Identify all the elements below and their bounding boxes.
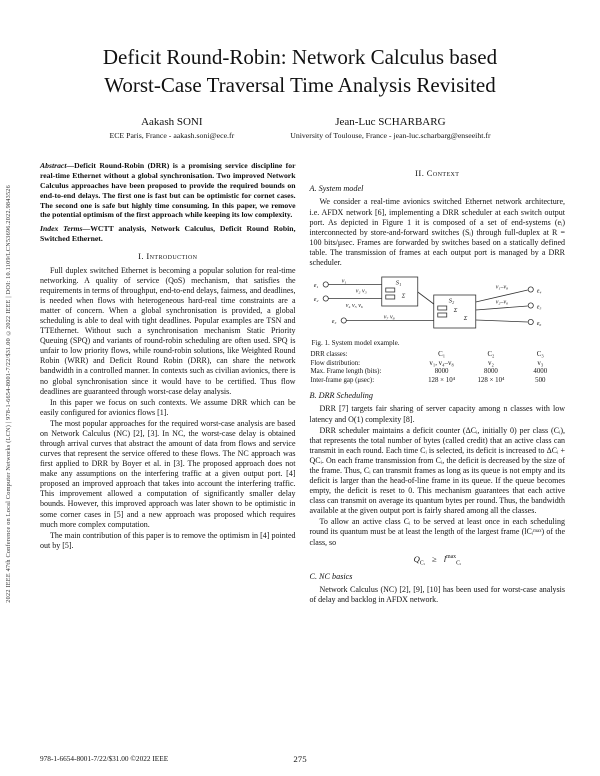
paper-title: [0, 44, 600, 99]
equation-lhs: Q: [413, 553, 420, 564]
svg-text:S₁: S₁: [395, 279, 401, 287]
table-cell: C₃: [536, 350, 544, 358]
table-row: [310, 368, 566, 377]
subsection-system-model: A. System model: [309, 184, 364, 194]
table-cell: 8000: [434, 368, 449, 376]
author-2-affiliation: University of Toulouse, France - jean-luc.scharbarg@enseeiht.fr: [290, 131, 491, 141]
intro-paragraph-2: In this paper we focus on such contexts. We assume DRR which can be easily configured for avionics flows [1].: [40, 397, 296, 417]
paper-title-line-1: Deficit Round-Robin: Network Calculus based: [102, 45, 498, 69]
sigma-icon: Σ: [463, 315, 467, 322]
ieee-sidebar-copyright: 2022 IEEE 47th Conference on Local Computer Networks (LCN) | 978-1-6654-8001-7/22/$31.00 ©2022 IEEE | DOI: 10.1109/LCN53696.2022.9843526: [5, 185, 12, 603]
index-terms-label: Index Terms—: [40, 224, 91, 234]
svg-text:S₂: S₂: [448, 297, 454, 305]
author-1: [109, 116, 234, 140]
svg-text:e₆: e₆: [536, 320, 541, 327]
equation-lhs-subscript: Cᵢ: [419, 560, 425, 567]
equation-rhs: l: [443, 553, 447, 564]
system-model-diagram: [310, 274, 566, 336]
end-system-e4: [475, 284, 541, 302]
footer-copyright: 978-1-6654-8001-7/22/$31.00 ©2022 IEEE: [40, 754, 169, 763]
index-terms: [40, 224, 296, 244]
drr-paragraph-3: To allow an active class Cᵢ to be served at least once in each scheduling round its quantum must be at least the length of the largest frame (lCᵢᵐᵃˣ) of the class, so: [309, 517, 565, 547]
figure-1-table: [310, 351, 566, 386]
two-column-body: [0, 161, 600, 606]
equation-rhs-subscript: Cᵢ: [456, 560, 461, 567]
svg-text:e₅: e₅: [536, 304, 541, 311]
author-block: [0, 116, 600, 140]
abstract-text: Deficit Round-Robin (DRR) is a promising service discipline for real-time Ethernet without a global synchronisation. Two improved Network Calculus approaches have been proposed to provide the required bounds on end-to-end delays. The first one is fast but can be optimistic for cornet cases. The second one is safe but highly time consuming. In this paper, we remove the potential optimism of the first approach while keeping its low complexity.: [40, 161, 296, 220]
end-system-e1: [313, 278, 381, 294]
table-cell: C₁: [438, 350, 446, 358]
svg-text:e₁: e₁: [313, 282, 318, 289]
page-number: 275: [293, 754, 307, 764]
svg-text:e₄: e₄: [536, 288, 541, 295]
table-cell: v₁, v₄–v₈: [429, 359, 454, 367]
equation-relation: ≥: [431, 553, 437, 564]
figure-1: [310, 274, 566, 386]
system-model-paragraph: We consider a real-time avionics switched Ethernet network architecture, i.e. AFDX network [6], implementing a DRR scheduler at each switch output port. As depicted in Figure 1 it is composed of a set of end-systems (eᵢ) interconnected by store-and-forward switches (Sᵢ) through full-duplex at R = 100 bits/μsec. Frames are forwarded by switches based on a statically defined table. The transmission of frames at each output port is managed by a DRR scheduler.: [309, 197, 565, 267]
section-heading-context: II. Context: [415, 168, 460, 179]
switch-s2: [433, 295, 475, 328]
left-column: [40, 161, 296, 606]
end-system-e2: [313, 296, 381, 309]
table-cell: C₂: [487, 350, 495, 358]
switch-s1: [381, 277, 433, 306]
svg-text:e₃: e₃: [331, 318, 336, 325]
abstract-label: Abstract—: [40, 161, 75, 171]
table-cell: 128 × 10⁴: [477, 376, 505, 384]
table-cell: DRR classes:: [310, 350, 348, 358]
table-cell: v₂: [488, 359, 494, 367]
flow-label-v2-v3: v₂ v₃: [355, 288, 367, 295]
table-row: [310, 360, 566, 369]
drr-paragraph-1: DRR [7] targets fair sharing of server capacity among n classes with low latency and O(1) complexity [8].: [309, 404, 565, 424]
table-row: [310, 351, 566, 360]
quantum-equation: [310, 554, 566, 567]
equation-rhs-superscript: max: [446, 553, 457, 560]
author-2-name: Jean-Luc SCHARBARG: [335, 116, 446, 129]
subsection-drr-scheduling: B. DRR Scheduling: [309, 391, 373, 401]
table-cell: Flow distribution:: [310, 359, 361, 367]
nc-basics-paragraph: Network Calculus (NC) [2], [9], [10] has been used for worst-case analysis of delay and backlog in AFDX network.: [309, 585, 565, 605]
paper-title-line-2: Worst-Case Traversal Time Analysis Revisited: [104, 72, 496, 97]
svg-text:e₂: e₂: [313, 296, 318, 303]
table-cell: 128 × 10⁴: [428, 376, 456, 384]
intro-paragraph-1: Full duplex switched Ethernet is becoming a popular solution for real-time networking. A quality of service (QoS) mechanism, that satisfies the requirements in terms of throughput, end-to-end delays, fairness, and deadlines, is needed when flows with heterogeneous hard-real time constraints are a matter of concern. When a global synchronisation is provided, a global scheduling is able to deal with tight deadlines. Popular examples are TSN and TTEthernet. Without such a synchronisation mechanism Static Priority Queuing (SPQ) and variants of round-robin scheduling are often used. SPQ is unfair to low priority flows, while round-robin solutions, like Weighted Round Robin (WRR) and Deficit Round Robin (DRR), can share the network bandwidth in a controlled manner. In contexts such as civilian avionics, there is no global synchronisation since it would have to be certified. Thus flow deadlines are guaranteed through worst-case delay analysis.: [40, 265, 296, 396]
table-cell: 8000: [484, 368, 498, 376]
drr-paragraph-2: DRR scheduler maintains a deficit counter (ΔCᵢ, initially 0) per class (Cᵢ), that represents the total number of bytes (called credit) that an active class can transmit in each round. Each time Cᵢ is selected, its deficit is increased to ΔCᵢ + QCᵢ. On each frame transmission from Cᵢ, the deficit is decreased by the size of the frame. Thus, Cᵢ can transmit frames as long as its queue is not empty and its deficit is larger than the head-of-line frame in its queue. If the queue becomes empty, the deficit is reset to 0. This mechanism guarantees that each active class can transmit on average its quantum bytes per round. Thus, the bandwidth available at the given output port is fairly shared among all the classes.: [309, 425, 565, 516]
author-1-affiliation: ECE Paris, France - aakash.soni@ece.fr: [109, 131, 235, 141]
table-cell: 500: [535, 376, 546, 384]
table-cell: v₃: [537, 359, 544, 367]
author-1-name: Aakash SONI: [141, 116, 203, 129]
section-heading-introduction: I. Introduction: [138, 250, 198, 261]
sigma-icon: Σ: [453, 307, 457, 314]
flow-label-v1-v8: v₁–v₈: [495, 284, 508, 291]
subsection-nc-basics: C. NC basics: [309, 572, 353, 582]
end-system-e6: [475, 319, 541, 327]
flow-label-v7-v8: v₇ v₈: [383, 314, 395, 321]
flow-label-v2-v6: v₂–v₆: [495, 299, 508, 306]
flow-label-v4-v5-v6: v₄ v₅ v₆: [345, 302, 363, 309]
figure-1-caption: Fig. 1. System model example.: [311, 338, 400, 347]
abstract: [40, 161, 296, 220]
table-cell: Max. Frame length (bits):: [310, 368, 382, 376]
table-row: [310, 377, 566, 386]
right-column: [310, 161, 566, 606]
sigma-icon: Σ: [401, 293, 405, 300]
intro-paragraph-3: The most popular approaches for the required worst-case analysis are based on Network Calculus (NC) [2], [3]. In NC, the worst-case delay is obtained through arrival curves that abstract the amount of data from flows and service curves that represent the service offered to these flows. The NC approach was first applied to DRR by Boyer et al. in [3]. The proposed approach does not make any assumptions on the interfering traffic at a given output port. [4] proposed an improved approach that takes into account the interfering traffic. This improvement allowed a computation of significantly smaller delay bounds. However, this improved approach was later shown to be optimistic in some corner cases in [5] and a new approach was proposed which requires much more complex computation.: [40, 418, 296, 529]
index-terms-text: WCTT analysis, Network Calculus, Deficit Round Robin, Switched Ethernet.: [40, 224, 296, 243]
table-cell: 4000: [533, 368, 548, 376]
end-system-e3: [331, 314, 433, 325]
author-2: [290, 116, 490, 140]
intro-paragraph-4: The main contribution of this paper is to remove the optimism in [4] pointed out by [5].: [40, 530, 296, 550]
table-cell: Inter-frame gap (μsec):: [310, 376, 375, 384]
flow-label-v1: v₁: [341, 278, 346, 285]
end-system-e5: [475, 299, 541, 310]
